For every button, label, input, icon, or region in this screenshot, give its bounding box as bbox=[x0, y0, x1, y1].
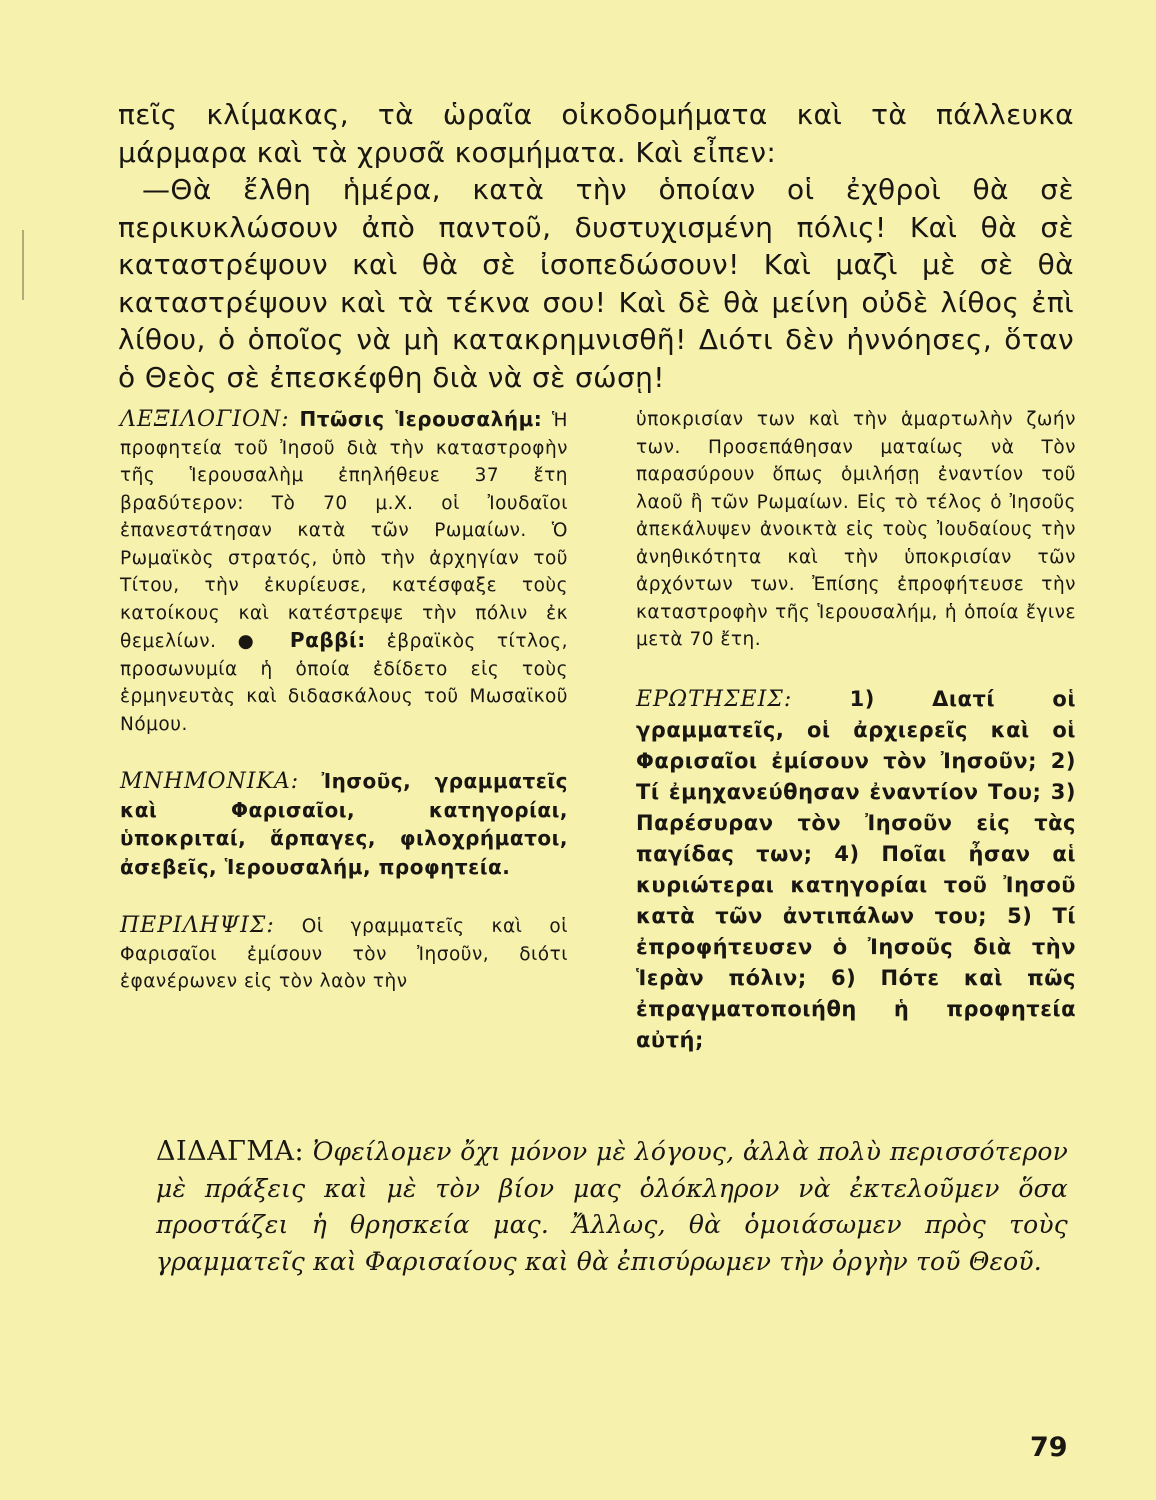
intro-paragraph-1: πεῖς κλίμακας, τὰ ὡραῖα οἰκοδομήματα καὶ τὰ πάλλευκα μάρμαρα καὶ τὰ χρυσᾶ κοσμήματα. Καὶ εἶπεν: bbox=[118, 98, 1074, 169]
erotiseis-section bbox=[636, 684, 1076, 1056]
lexilogion-label: ΛΕΞΙΛΟΓΙΟΝ: bbox=[120, 407, 290, 432]
lexilogion-definition-2: ἑβραϊκὸς τίτλος, προσωνυμία ἡ ὁποία ἐδίδετο εἰς τοὺς ἑρμηνευτὰς καὶ διδασκάλους τοῦ Μωσαϊκοῦ Νόμου. bbox=[120, 631, 568, 735]
erotiseis-label: ΕΡΩΤΗΣΕΙΣ: bbox=[636, 686, 793, 712]
lexilogion-term-1: Πτῶσις Ἱερουσαλήμ: bbox=[299, 407, 543, 431]
lexilogion-definition-1: Ἡ προφητεία τοῦ Ἰησοῦ διὰ τὴν καταστροφὴν τῆς Ἱερουσαλὴμ ἐπηλήθευε 37 ἔτη βραδύτερον: Τὸ 70 μ.Χ. οἱ Ἰουδαῖοι ἐπανεστάτησαν κατὰ τῶν Ρωμαίων. Ὁ Ρωμαϊκὸς στρατός, ὑπὸ τὴν ἀρχηγίαν τοῦ Τίτου, τὴν ἐκυρίευσε, κατέσφαξε τοὺς κατοίκους καὶ κατέστρεψε τὴν πόλιν ἐκ θεμελίων. bbox=[120, 410, 569, 652]
left-column bbox=[120, 406, 568, 996]
mnemonika-section bbox=[120, 768, 568, 882]
erotiseis-text: 1) Διατί οἱ γραμματεῖς, οἱ ἀρχιερεῖς καὶ οἱ Φαρισαῖοι ἐμίσουν τὸν Ἰησοῦν; 2) Τί ἐμηχανεύθησαν ἐναντίον Του; 3) Παρέσυραν τὸν Ἰησοῦν εἰς τὰς παγίδας των; 4) Ποῖαι ἦσαν αἱ κυριώτεραι κατηγορίαι τοῦ Ἰησοῦ κατὰ τῶν ἀντιπάλων του; 5) Τί ἐπροφήτευσεν ὁ Ἰησοῦς διὰ τὴν Ἱερὰν πόλιν; 6) Πότε καὶ πῶς ἐπραγματοποιήθη ἡ προφητεία αὐτή; bbox=[636, 686, 1077, 1052]
intro-text bbox=[118, 96, 1074, 396]
bullet-icon: ● bbox=[237, 631, 269, 652]
didagma-section bbox=[156, 1134, 1068, 1280]
didagma-label: ΔΙΔΑΓΜΑ: bbox=[156, 1136, 305, 1167]
perilipsis-section bbox=[120, 912, 568, 996]
didagma-text: Ὀφείλομεν ὄχι μόνον μὲ λόγους, ἀλλὰ πολὺ περισσότερον μὲ πράξεις καὶ μὲ τὸν βίον μας ὁλόκληρον νὰ ἐκτελοῦμεν ὅσα προστάζει ἡ θρησκεία μας. Ἄλλως, θὰ ὁμοιάσωμεν πρὸς τοὺς γραμματεῖς καὶ Φαρισαίους καὶ θὰ ἐπισύρωμεν τὴν ὀργὴν τοῦ Θεοῦ. bbox=[156, 1137, 1068, 1276]
perilipsis-continued: ὑποκρισίαν των καὶ τὴν ἁμαρτωλὴν ζωήν των. Προσεπάθησαν ματαίως νὰ Τὸν παρασύρουν ὅπως ὁμιλήσῃ ἐναντίον τοῦ λαοῦ ἢ τῶν Ρωμαίων. Εἰς τὸ τέλος ὁ Ἰησοῦς ἀπεκάλυψεν ἀνοικτὰ εἰς τοὺς Ἰουδαίους τὴν ἀνηθικότητα καὶ τὴν ὑποκρισίαν τῶν ἀρχόντων των. Ἐπίσης ἐπροφήτευσε τὴν καταστροφὴν τῆς Ἱερουσαλήμ, ἡ ὁποία ἔγινε μετὰ 70 ἔτη. bbox=[636, 409, 1076, 650]
page-number: 79 bbox=[1030, 1432, 1068, 1463]
mnemonika-text: Ἰησοῦς, γραμματεῖς καὶ Φαρισαῖοι, κατηγορίαι, ὑποκριταί, ἅρπαγες, φιλοχρήματοι, ἀσεβεῖς, Ἱερουσαλήμ, προφητεία. bbox=[120, 769, 568, 879]
lexilogion-term-2: Ραββί: bbox=[289, 628, 366, 652]
lexilogion-section bbox=[120, 406, 568, 738]
perilipsis-text-left: Οἱ γραμματεῖς καὶ οἱ Φαρισαῖοι ἐμίσουν τὸν Ἰησοῦν, διότι ἐφανέρωνεν εἰς τὸν λαὸν τὴν bbox=[120, 916, 568, 992]
intro-paragraph-2: —Θὰ ἔλθη ἡμέρα, κατὰ τὴν ὁποίαν οἱ ἐχθροὶ θὰ σὲ περικυκλώσουν ἀπὸ παντοῦ, δυστυχισμένη πόλις! Καὶ θὰ σὲ καταστρέψουν καὶ θὰ σὲ ἰσοπεδώσουν! Καὶ μαζὶ μὲ σὲ θὰ καταστρέψουν καὶ τὰ τέκνα σου! Καὶ δὲ θὰ μείνη οὐδὲ λίθος ἐπὶ λίθου, ὁ ὁποῖος νὰ μὴ κατακρημνισθῆ! Διότι δὲν ἠννόησες, ὅταν ὁ Θεὸς σὲ ἐπεσκέφθη διὰ νὰ σὲ σώσῃ! bbox=[118, 173, 1074, 394]
margin-mark bbox=[0, 230, 24, 300]
mnemonika-label: ΜΝΗΜΟΝΙΚΑ: bbox=[120, 769, 300, 794]
perilipsis-label: ΠΕΡΙΛΗΨΙΣ: bbox=[120, 913, 275, 938]
right-column bbox=[636, 406, 1076, 1056]
